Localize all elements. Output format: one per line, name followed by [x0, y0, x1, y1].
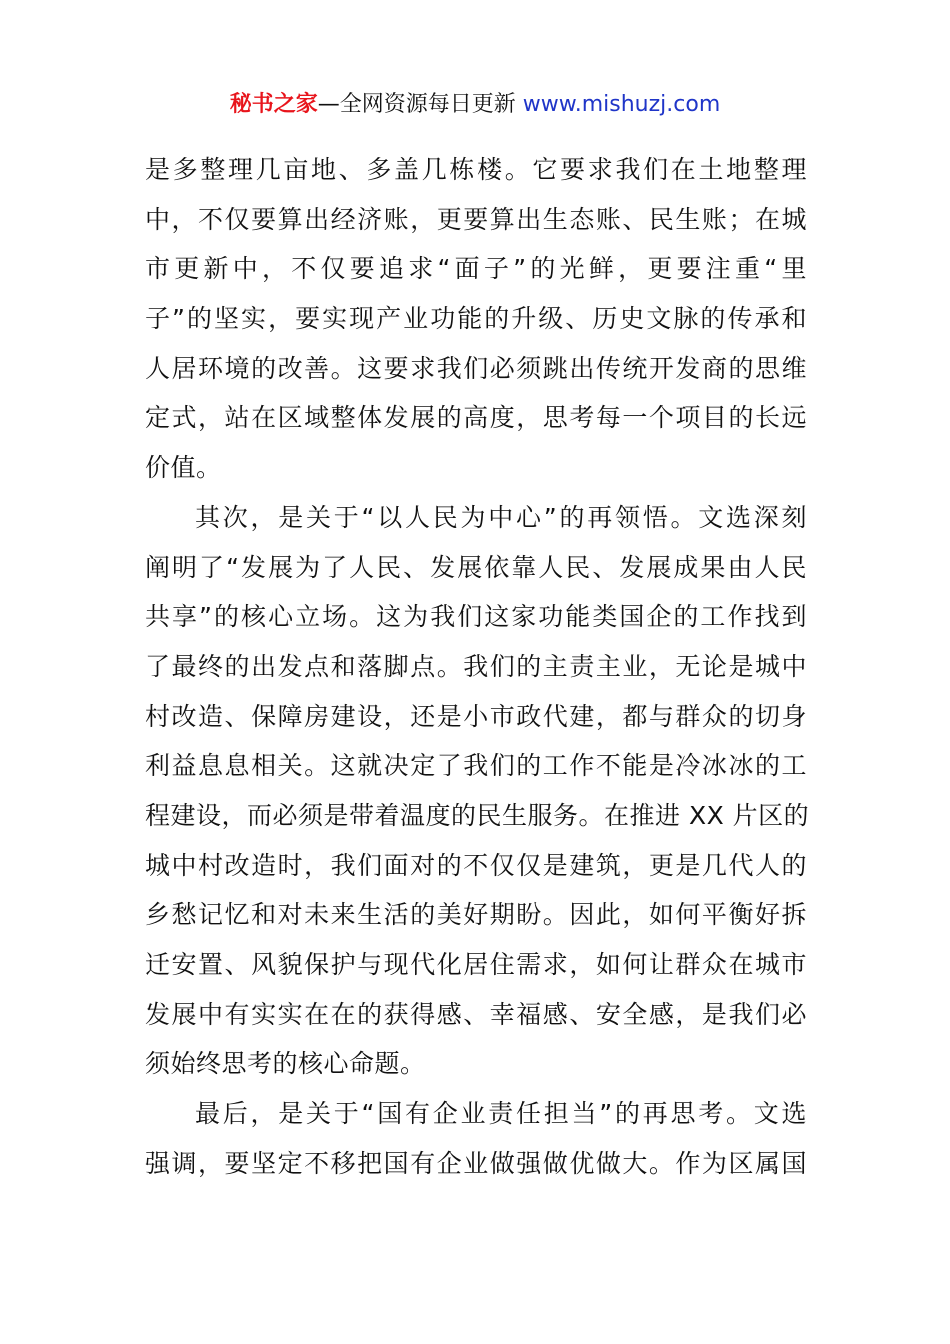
text-line: 中，不仅要算出经济账，更要算出生态账、民生账；在城: [145, 204, 807, 234]
text-line: 价值。: [145, 453, 222, 483]
text-line: 城中村改造时，我们面对的不仅仅是建筑，更是几代人的: [145, 850, 807, 880]
text-line: 须始终思考的核心命题。: [145, 1049, 426, 1079]
paragraph-first-line: 最后，是关于“国有企业责任担当”的再思考。文选: [195, 1099, 807, 1129]
text-line: 强调，要坚定不移把国有企业做强做优做大。作为区属国: [145, 1148, 807, 1178]
text-line: 迁安置、风貌保护与现代化居住需求，如何让群众在城市: [145, 950, 807, 979]
brand-name: 秘书之家: [229, 92, 318, 117]
text-line: 程建设，而必须是带着温度的民生服务。在推进 XX 片区的: [145, 800, 810, 830]
text-line: 了最终的出发点和落脚点。我们的主责主业，无论是城中: [145, 651, 807, 681]
text-line: 是多整理几亩地、多盖几栋楼。它要求我们在土地整理: [145, 155, 807, 184]
text-line: 乡愁记忆和对未来生活的美好期盼。因此，如何平衡好拆: [145, 900, 807, 930]
header-tagline: —全网资源每日更新: [317, 92, 523, 117]
text-line: 阐明了“发展为了人民、发展依靠人民、发展成果由人民: [145, 552, 807, 582]
text-line: 利益息息相关。这就决定了我们的工作不能是冷冰冰的工: [145, 751, 807, 781]
text-line: 人居环境的改善。这要求我们必须跳出传统开发商的思维: [145, 353, 807, 383]
site-url-link[interactable]: www.mishuzj.com: [522, 92, 721, 117]
text-line: 市更新中，不仅要追求“面子”的光鲜，更要注重“里: [145, 254, 807, 284]
document-body: [145, 145, 810, 1188]
text-line: 村改造、保障房建设，还是小市政代建，都与群众的切身: [145, 701, 807, 731]
text-line: 子”的坚实，要实现产业功能的升级、历史文脉的传承和: [145, 304, 807, 334]
page-header: [0, 89, 950, 121]
text-line: 定式，站在区域整体发展的高度，思考每一个项目的长远: [145, 403, 807, 433]
paragraph-first-line: 其次，是关于“以人民为中心”的再领悟。文选深刻: [195, 502, 807, 532]
text-line: 共享”的核心立场。这为我们这家功能类国企的工作找到: [145, 602, 807, 632]
text-line: 发展中有实实在在的获得感、幸福感、安全感，是我们必: [145, 999, 807, 1029]
